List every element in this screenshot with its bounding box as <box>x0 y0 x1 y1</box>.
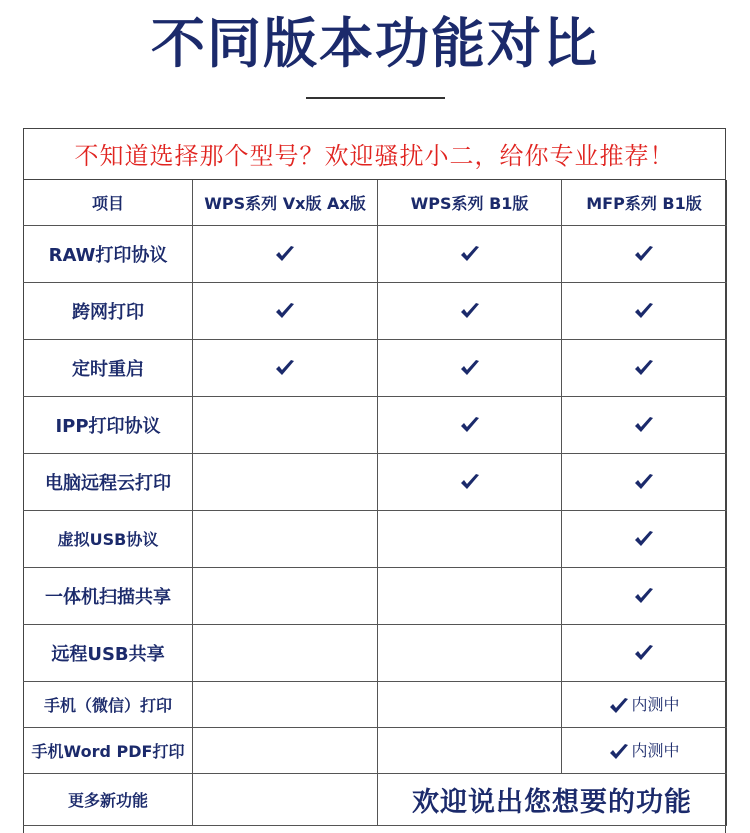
support-cell <box>193 339 378 396</box>
support-cell <box>193 727 378 773</box>
table-row <box>24 339 727 396</box>
feature-name: 远程USB共享 <box>24 624 193 681</box>
checkmark-icon <box>459 244 481 264</box>
table-row <box>24 510 727 567</box>
checkmark-icon <box>633 244 655 264</box>
comparison-table <box>23 180 727 826</box>
support-cell <box>562 453 727 510</box>
support-cell <box>562 624 727 681</box>
feature-name: IPP打印协议 <box>24 396 193 453</box>
feature-name: 跨网打印 <box>24 282 193 339</box>
checkmark-icon <box>459 301 481 321</box>
support-cell <box>193 282 378 339</box>
table-row-more <box>24 773 727 825</box>
support-cell <box>378 727 562 773</box>
header-mfp-b1: MFP系列 B1版 <box>562 180 727 225</box>
testing-status <box>608 741 679 760</box>
support-cell <box>378 225 562 282</box>
support-cell <box>562 681 727 727</box>
checkmark-icon <box>633 643 655 663</box>
header-item: 项目 <box>24 180 193 225</box>
title-divider <box>306 97 445 99</box>
feature-name: 手机（微信）打印 <box>24 681 193 727</box>
support-cell <box>193 567 378 624</box>
testing-label: 内测中 <box>631 695 680 715</box>
table-row <box>24 282 727 339</box>
table-row <box>24 624 727 681</box>
header-row <box>24 180 727 225</box>
testing-status <box>608 695 679 714</box>
checkmark-icon <box>633 415 655 435</box>
checkmark-icon <box>633 586 655 606</box>
table-row <box>24 727 727 773</box>
checkmark-icon <box>459 358 481 378</box>
recommendation-notice: 不知道选择那个型号？欢迎骚扰小二，给你专业推荐！ <box>23 128 726 180</box>
support-cell <box>378 624 562 681</box>
support-cell <box>562 727 727 773</box>
table-row <box>24 453 727 510</box>
table-row <box>24 225 727 282</box>
support-cell <box>193 624 378 681</box>
feature-request-message: 欢迎说出您想要的功能 <box>378 773 727 825</box>
support-cell <box>193 773 378 825</box>
support-cell <box>378 510 562 567</box>
support-cell <box>378 396 562 453</box>
support-cell <box>378 282 562 339</box>
checkmark-icon <box>459 415 481 435</box>
feature-name: 更多新功能 <box>24 773 193 825</box>
table-row <box>24 567 727 624</box>
checkmark-icon <box>274 358 296 378</box>
support-cell <box>562 567 727 624</box>
support-cell <box>193 225 378 282</box>
table-row <box>24 681 727 727</box>
checkmark-icon <box>274 244 296 264</box>
support-cell <box>378 567 562 624</box>
feature-name: 虚拟USB协议 <box>24 510 193 567</box>
header-wps-vx-ax: WPS系列 Vx版 Ax版 <box>193 180 378 225</box>
table-row <box>24 396 727 453</box>
support-cell <box>193 510 378 567</box>
support-cell <box>193 681 378 727</box>
feature-name: RAW打印协议 <box>24 225 193 282</box>
checkmark-icon <box>608 742 630 762</box>
checkmark-icon <box>633 529 655 549</box>
feature-name: 一体机扫描共享 <box>24 567 193 624</box>
support-cell <box>562 225 727 282</box>
feature-name: 手机Word PDF打印 <box>24 727 193 773</box>
support-cell <box>562 396 727 453</box>
checkmark-icon <box>459 472 481 492</box>
support-cell <box>378 453 562 510</box>
feature-name: 电脑远程云打印 <box>24 453 193 510</box>
support-cell <box>193 453 378 510</box>
support-cell <box>378 339 562 396</box>
page-title: 不同版本功能对比 <box>151 12 599 75</box>
header-wps-b1: WPS系列 B1版 <box>378 180 562 225</box>
checkmark-icon <box>633 472 655 492</box>
checkmark-icon <box>633 301 655 321</box>
checkmark-icon <box>274 301 296 321</box>
support-cell <box>562 282 727 339</box>
support-cell <box>562 510 727 567</box>
support-cell <box>193 396 378 453</box>
support-cell <box>562 339 727 396</box>
checkmark-icon <box>608 696 630 716</box>
support-cell <box>378 681 562 727</box>
testing-label: 内测中 <box>631 741 680 761</box>
checkmark-icon <box>633 358 655 378</box>
feature-name: 定时重启 <box>24 339 193 396</box>
